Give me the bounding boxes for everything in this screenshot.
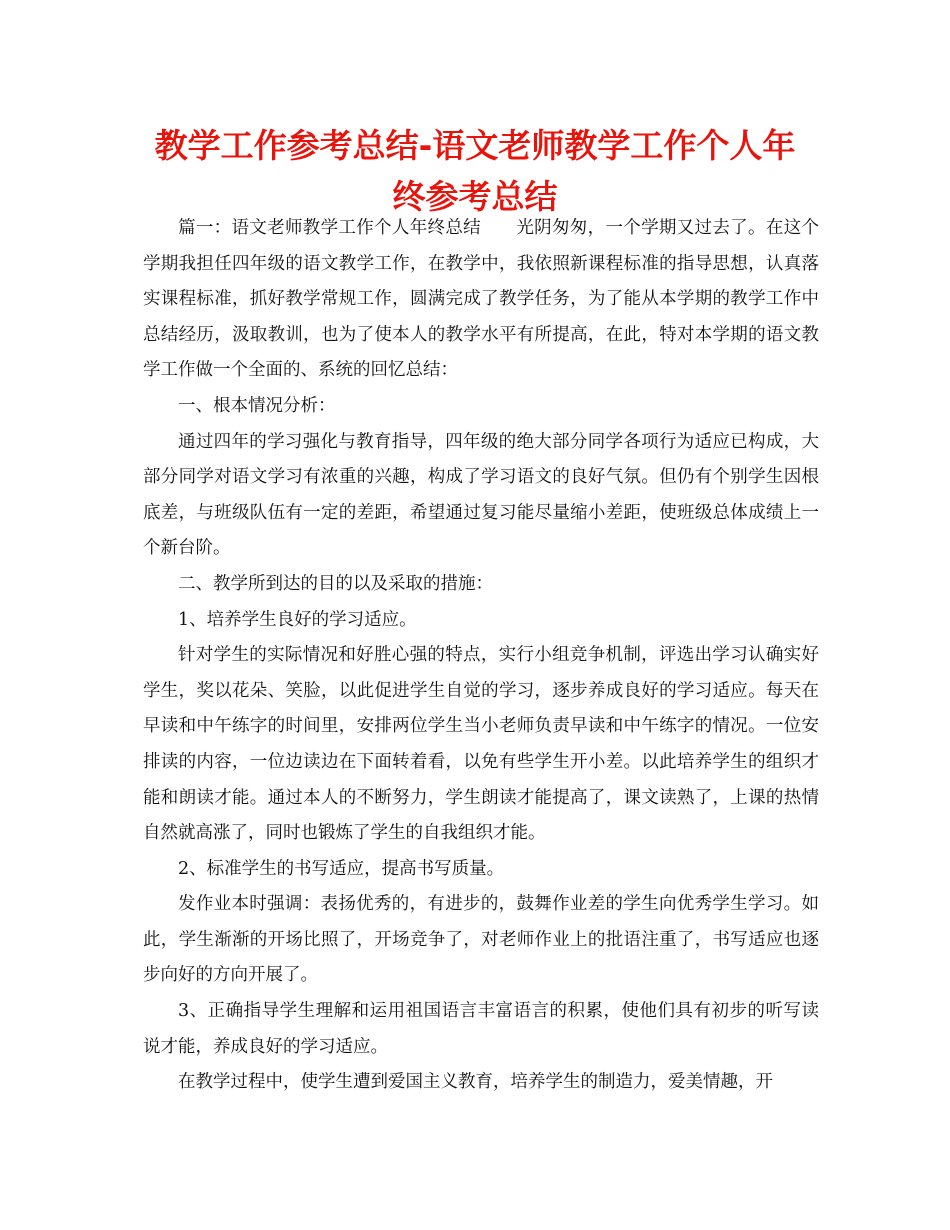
paragraph: 二、教学所到达的目的以及采取的措施： [178, 573, 493, 594]
paragraph: 1、培养学生良好的学习适应。 [178, 609, 417, 630]
paragraph: 针对学生的实际情况和好胜心强的特点，实行小组竞争机制，评选出学习认确实好学生，奖以花朵、笑脸，以此促进学生自觉的学习，逐步养成良好的学习适应。每天在早读和中午练字的时间里，安排两位学生当小老师负责早读和中午练字的情况。一位安排读的内容，一位边读边在下面转着看，以免有些学生开小差。以此培养学生的组织才能和朗读才能。通过本人的不断努力，学生朗读才能提高了，课文读熟了，上课的热情自然就高涨了，同时也锻炼了学生的自我组织才能。 [143, 645, 819, 844]
paragraph: 2、标准学生的书写适应，提高书写质量。 [178, 858, 505, 879]
paragraph: 一、根本情况分析： [178, 395, 336, 416]
paragraph-intro [143, 211, 819, 389]
paragraph: 在教学过程中，使学生遭到爱国主义教育，培养学生的制造力，爱美情趣，开 [178, 1072, 773, 1093]
paragraph: 发作业本时强调：表扬优秀的，有进步的，鼓舞作业差的学生向优秀学生学习。如此，学生渐渐的开场比照了，开场竞争了，对老师作业上的批语注重了，书写适应也逐步向好的方向开展了。 [143, 894, 819, 986]
document-body [143, 211, 819, 1101]
paragraph: 3、正确指导学生理解和运用祖国语言丰富语言的积累，使他们具有初步的听写读说才能，养成良好的学习适应。 [143, 1001, 819, 1057]
paragraph-text: 光阴匆匆，一个学期又过去了。在这个学期我担任四年级的语文教学工作，在教学中，我依照新课程标准的指导思想，认真落实课程标准，抓好教学常规工作，圆满完成了教学任务，为了能从本学期的教学工作中总结经历，汲取教训，也为了使本人的教学水平有所提高，在此，特对本学期的语文教学工作做一个全面的、系统的回忆总结： [143, 218, 819, 381]
document-title: 教学工作参考总结-语文老师教学工作个人年终参考总结 [154, 126, 796, 216]
intro-label: 篇一：语文老师教学工作个人年终总结 [178, 218, 481, 238]
paragraph: 通过四年的学习强化与教育指导，四年级的绝大部分同学各项行为适应已构成，大部分同学对语文学习有浓重的兴趣，构成了学习语文的良好气氛。但仍有个别学生因根底差，与班级队伍有一定的差距，希望通过复习能尽量缩小差距，使班级总体成绩上一个新台阶。 [143, 431, 819, 559]
